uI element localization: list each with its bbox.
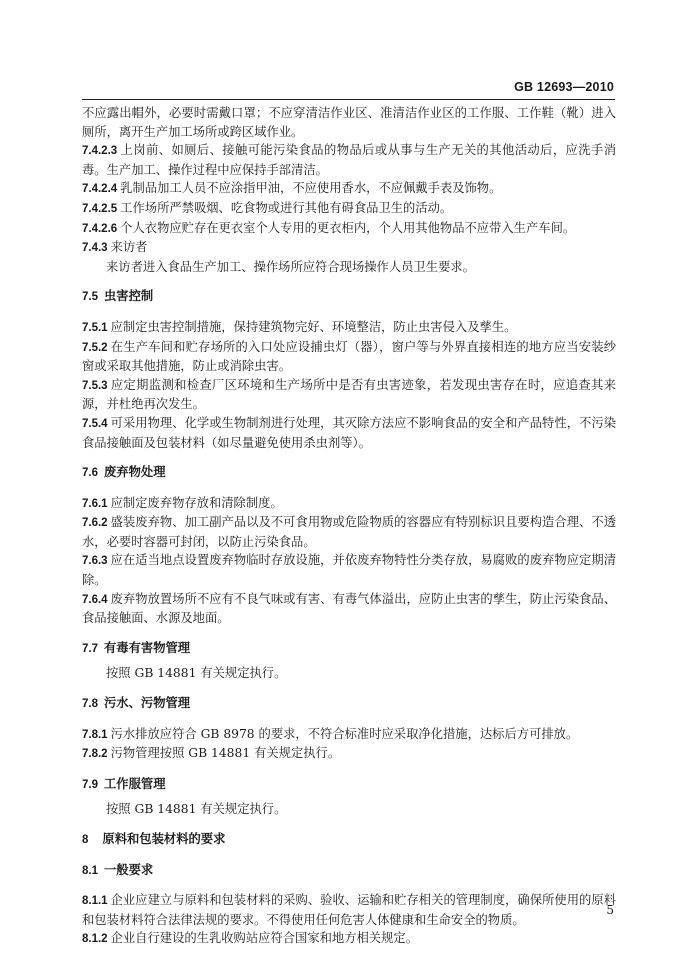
section-8-1-heading: 8.1 一般要求: [82, 862, 154, 877]
clause-number: 7.6.2: [82, 517, 108, 530]
clause-7-5-3: 7.5.3 应定期监测和检查厂区环境和生产场所中是否有虫害迹象，若发现虫害存在时，应追查其来源，并杜绝再次发生。: [82, 377, 616, 412]
clause-number: 7.6.3: [82, 555, 108, 568]
header-rule: [82, 99, 615, 100]
clause-number: 7.4.3: [82, 242, 108, 255]
clause-number: 7.6.4: [82, 593, 108, 606]
clause-7-5-4: 7.5.4 可采用物理、化学或生物制剂进行处理，其灭除方法应不影响食品的安全和产品特性，不污染食品接触面及包装材料（如尽量避免使用杀虫剂等）。: [82, 415, 616, 450]
clause-number: 7.4.2.3: [82, 145, 118, 158]
clause-7-5-2: 7.5.2 在生产车间和贮存场所的入口处应设捕虫灯（器），窗户等与外界直接相连的地方应当安装纱窗或采取其他措施，防止或消除虫害。: [82, 339, 616, 374]
clause-7-4-2-6: 7.4.2.6 个人衣物应贮存在更衣室个人专用的更衣柜内，个人用其他物品不应带入生产车间。: [82, 220, 576, 235]
standard-code: GB 12693—2010: [514, 80, 614, 94]
clause-number: 7.4.2.4: [82, 183, 118, 196]
clause-7-6-4: 7.6.4 废弃物放置场所不应有不良气味或有害、有毒气体溢出，应防止虫害的孳生，防止污染食品、食品接触面、水源及地面。: [82, 591, 616, 626]
section-7-8-heading: 7.8 污水、污物管理: [82, 696, 191, 711]
clause-7-6-2: 7.6.2 盛装废弃物、加工副产品以及不可食用物或危险物质的容器应有特别标识且要构造合理、不透水，必要时容器可封闭，以防止污染食品。: [82, 515, 616, 549]
clause-number: 7.5.2: [82, 341, 108, 354]
clause-7-4-2-3: 7.4.2.3 上岗前、如厕后、接触可能污染食品的物品后或从事与生产无关的其他活动后，应洗手消毒。生产加工、操作过程中应保持手部清洁。: [82, 143, 616, 177]
clause-number: 8.1.1: [82, 895, 108, 908]
clause-7-8-1: 7.8.1 污水排放应符合 GB 8978 的要求，不符合标准时应采取净化措施，达标后方可排放。: [82, 726, 579, 741]
clause-number: 7.5.3: [82, 379, 108, 392]
document-body: [82, 104, 616, 949]
chapter-8-heading: 8 原料和包装材料的要求: [82, 832, 226, 846]
paragraph-continued: 不应露出帽外，必要时需戴口罩；不应穿清洁作业区、准清洁作业区的工作服、工作鞋（靴）进入厕所，离开生产加工场所或跨区域作业。: [82, 106, 616, 139]
clause-number: 7.5.4: [82, 417, 108, 430]
clause-7-4-3-body: 来访者进入食品生产加工、操作场所应符合现场操作人员卫生要求。: [106, 259, 475, 274]
clause-number: 8.1.2: [82, 933, 108, 946]
clause-number: 7.5.1: [82, 321, 108, 334]
clause-7-4-2-4: 7.4.2.4 乳制品加工人员不应涂指甲油，不应使用香水，不应佩戴手表及饰物。: [82, 181, 502, 196]
section-7-5-heading: 7.5 虫害控制: [82, 289, 154, 304]
clause-7-6-1: 7.6.1 应制定废弃物存放和清除制度。: [82, 495, 283, 510]
section-7-9-body: 按照 GB 14881 有关规定执行。: [106, 802, 287, 817]
section-7-6-heading: 7.6 废弃物处理: [82, 465, 166, 480]
clause-7-8-2: 7.8.2 污物管理按照 GB 14881 有关规定执行。: [82, 746, 341, 761]
clause-number: 7.8.1: [82, 728, 108, 741]
section-7-9-heading: 7.9 工作服管理: [82, 776, 166, 791]
clause-number: 7.4.2.5: [82, 202, 118, 215]
clause-8-1-1: 8.1.1 企业应建立与原料和包装材料的采购、验收、运输和贮存相关的管理制度，确保所使用的原料和包装材料符合法律法规的要求。不得使用任何危害人体健康和生命安全的物质。: [82, 893, 616, 927]
page-number: 5: [606, 903, 614, 917]
section-7-7-heading: 7.7 有毒有害物管理: [82, 640, 191, 655]
clause-number: 7.6.1: [82, 497, 108, 510]
clause-7-4-2-5: 7.4.2.5 工作场所严禁吸烟、吃食物或进行其他有碍食品卫生的活动。: [82, 200, 453, 215]
section-7-7-body: 按照 GB 14881 有关规定执行。: [106, 666, 287, 681]
clause-number: 7.8.2: [82, 748, 108, 761]
clause-number: 7.4.2.6: [82, 222, 118, 235]
clause-7-4-3: 7.4.3 来访者: [82, 240, 148, 255]
clause-8-1-2: 8.1.2 企业自行建设的生乳收购站应符合国家和地方相关规定。: [82, 931, 419, 946]
clause-7-5-1: 7.5.1 应制定虫害控制措施，保持建筑物完好、环境整洁，防止虫害侵入及孳生。: [82, 319, 517, 334]
clause-7-6-3: 7.6.3 应在适当地点设置废弃物临时存放设施，并依废弃物特性分类存放，易腐败的废弃物应定期清除。: [82, 553, 616, 588]
